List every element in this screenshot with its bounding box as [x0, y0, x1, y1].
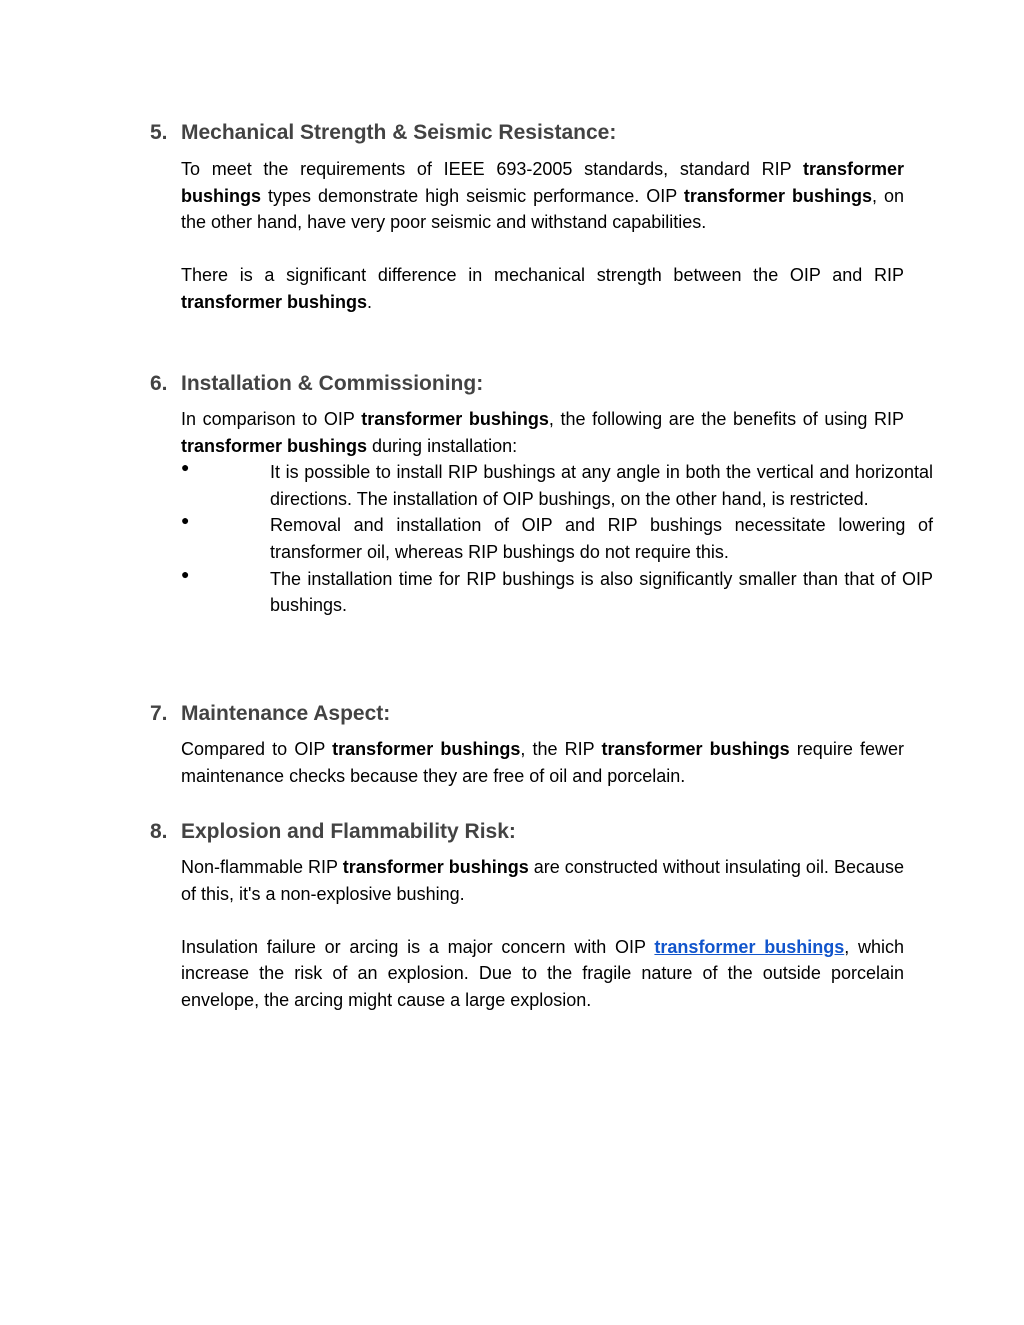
section-title: Explosion and Flammability Risk:	[181, 820, 516, 843]
section-6	[150, 371, 933, 619]
bold-term: transformer bushings	[361, 409, 549, 429]
list-item	[181, 459, 933, 512]
bullet-icon: ●	[181, 459, 190, 476]
text-run: are constructed without insulating oil. Because of this, it's a non-explosive bushing.	[181, 857, 904, 904]
section-body	[181, 156, 904, 316]
text-run: Non-flammable RIP	[181, 857, 343, 877]
paragraph	[181, 406, 904, 459]
section-number: 8.	[150, 820, 168, 843]
paragraph	[181, 262, 904, 315]
text-run: require fewer maintenance checks because they are free of oil and porcelain.	[181, 739, 904, 786]
bold-term: transformer bushings	[181, 291, 368, 312]
bold-term: transformer bushings	[342, 857, 529, 877]
bullet-icon: ●	[181, 512, 190, 529]
list-item-text: The installation time for RIP bushings is also significantly smaller than that of OIP bushings.	[270, 568, 933, 616]
text-run: during installation:	[367, 435, 518, 456]
bold-term: transformer bushings	[332, 739, 521, 759]
text-run: Insulation failure or arcing is a major concern with OIP	[181, 936, 655, 957]
paragraph	[181, 736, 904, 789]
section-number: 6.	[150, 372, 168, 395]
section-number: 7.	[150, 702, 168, 725]
section-8	[150, 819, 904, 1014]
text-run: , which increase the risk of an explosion. Due to the fragile nature of the outside porcelain envelope, the arcing might cause a large explosion.	[181, 936, 904, 1010]
section-heading	[150, 120, 904, 146]
section-body	[181, 406, 904, 459]
text-run: , the RIP	[520, 739, 602, 759]
section-5	[150, 120, 904, 316]
text-run: , the following are the benefits of using RIP	[548, 409, 905, 429]
list-item	[181, 512, 933, 565]
text-run: To meet the requirements of IEEE 693-2005 standards, standard RIP	[181, 159, 803, 179]
section-heading	[150, 819, 904, 845]
paragraph	[181, 854, 904, 907]
section-heading	[150, 701, 904, 727]
bullet-icon: ●	[181, 565, 190, 582]
text-run: Compared to OIP	[181, 739, 333, 759]
paragraph	[181, 156, 904, 236]
section-number: 5.	[150, 121, 168, 144]
bold-term: transformer bushings	[181, 435, 368, 456]
bold-term: transformer bushings	[601, 739, 790, 759]
section-body	[181, 854, 904, 1014]
text-run: .	[367, 291, 373, 312]
list-item-text: Removal and installation of OIP and RIP bushings necessitate lowering of transformer oil, whereas RIP bushings do not require this.	[270, 515, 933, 562]
bold-term: transformer bushings	[683, 185, 872, 206]
section-heading	[150, 371, 904, 397]
list-item-text: It is possible to install RIP bushings at any angle in both the vertical and horizontal directions. The installation of OIP bushings, on the other hand, is restricted.	[270, 462, 933, 509]
bullet-list	[150, 459, 933, 619]
paragraph	[181, 934, 904, 1014]
text-run: types demonstrate high seismic performance. OIP	[261, 185, 684, 206]
list-item	[181, 565, 933, 619]
section-title: Installation & Commissioning:	[181, 372, 484, 395]
text-run: In comparison to OIP	[181, 409, 362, 429]
text-run: There is a significant difference in mechanical strength between the OIP and RIP	[181, 265, 904, 286]
text-run: , on the other hand, have very poor seismic and withstand capabilities.	[181, 185, 905, 233]
section-7	[150, 701, 904, 789]
section-body	[181, 736, 904, 789]
section-title: Mechanical Strength & Seismic Resistance:	[181, 121, 617, 144]
bold-term: transformer bushings	[181, 159, 904, 206]
transformer-bushings-link[interactable]: transformer bushings	[654, 936, 845, 957]
section-title: Maintenance Aspect:	[181, 702, 391, 725]
